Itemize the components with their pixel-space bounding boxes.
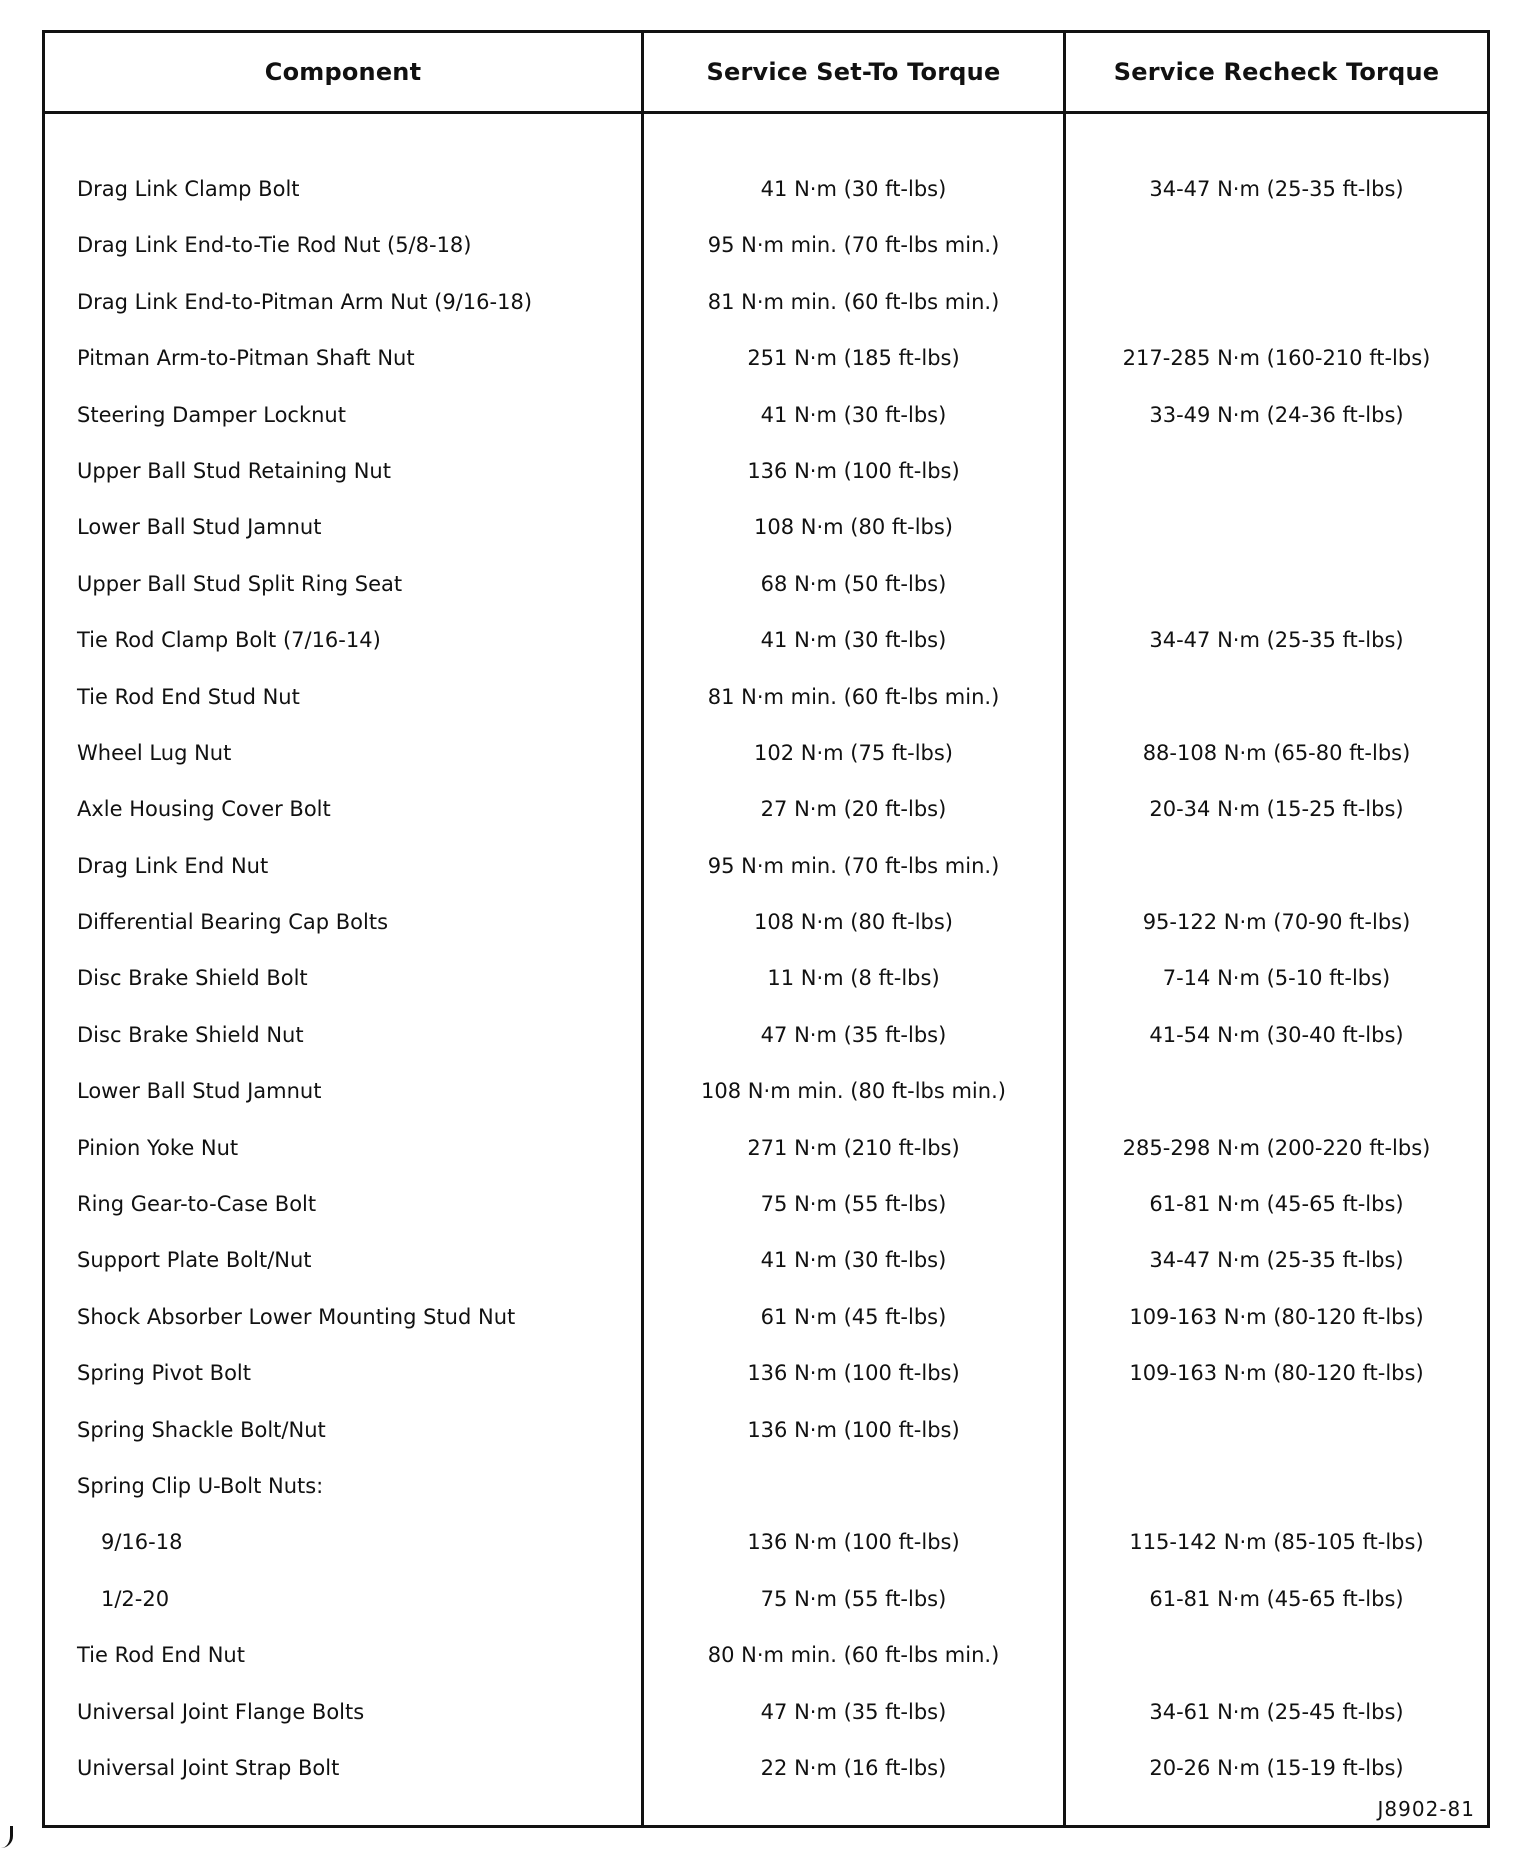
recheck-torque-value: 61-81 N·m (45-65 ft-lbs) [1149, 1192, 1404, 1217]
table-row [45, 781, 1487, 837]
recheck-torque-value: 285-298 N·m (200-220 ft-lbs) [1122, 1135, 1431, 1160]
component-name: Lower Ball Stud Jamnut [77, 515, 322, 540]
set-to-torque-value: 136 N·m (100 ft-lbs) [747, 1417, 960, 1442]
component-name: Tie Rod End Nut [77, 1643, 245, 1668]
set-to-torque-value: 95 N·m min. (70 ft-lbs min.) [707, 853, 1000, 878]
table-row [45, 1627, 1487, 1683]
component-name: Drag Link Clamp Bolt [77, 177, 300, 201]
set-to-torque-value: 75 N·m (55 ft-lbs) [760, 1586, 947, 1611]
recheck-torque-value: 109-163 N·m (80-120 ft-lbs) [1129, 1304, 1424, 1329]
table-row [45, 1063, 1487, 1119]
set-to-torque-value: 80 N·m min. (60 ft-lbs min.) [707, 1643, 1000, 1668]
set-to-torque-value: 251 N·m (185 ft-lbs) [747, 346, 960, 371]
recheck-torque-value [1066, 217, 1487, 273]
set-to-torque-value: 41 N·m (30 ft-lbs) [760, 628, 947, 653]
scan-corner-mark [0, 1826, 13, 1848]
set-to-torque-value: 136 N·m (100 ft-lbs) [747, 458, 960, 483]
table-row [45, 1232, 1487, 1288]
component-name: Disc Brake Shield Bolt [77, 966, 308, 991]
component-name: Support Plate Bolt/Nut [77, 1248, 312, 1273]
table-row [45, 1684, 1487, 1740]
header-set-to-torque: Service Set-To Torque [706, 58, 1001, 86]
set-to-torque-value: 61 N·m (45 ft-lbs) [760, 1304, 947, 1329]
recheck-torque-value [1066, 499, 1487, 555]
header-component: Component [264, 58, 422, 86]
component-name: Upper Ball Stud Retaining Nut [77, 458, 391, 483]
component-name: Drag Link End-to-Pitman Arm Nut (9/16-18) [77, 289, 533, 314]
recheck-torque-value [1066, 274, 1487, 330]
set-to-torque-value: 27 N·m (20 ft-lbs) [760, 797, 947, 822]
component-name: Wheel Lug Nut [77, 740, 232, 765]
header-recheck-torque: Service Recheck Torque [1113, 58, 1440, 86]
component-name: 9/16-18 [101, 1530, 183, 1555]
component-name: Universal Joint Flange Bolts [77, 1699, 365, 1724]
figure-reference: J8902-81 [1377, 1797, 1475, 1821]
set-to-torque-value: 41 N·m (30 ft-lbs) [760, 402, 947, 427]
component-name: Spring Clip U-Bolt Nuts: [77, 1473, 324, 1498]
recheck-torque-value [1066, 1402, 1487, 1458]
recheck-torque-value: 20-26 N·m (15-19 ft-lbs) [1149, 1755, 1404, 1780]
recheck-torque-value [1066, 556, 1487, 612]
set-to-torque-value: 22 N·m (16 ft-lbs) [760, 1755, 947, 1780]
table-row [45, 1289, 1487, 1345]
set-to-torque-value [644, 1458, 1063, 1514]
recheck-torque-value [1066, 1458, 1487, 1514]
table-row [45, 1571, 1487, 1627]
recheck-torque-value: 34-47 N·m (25-35 ft-lbs) [1149, 1248, 1404, 1273]
set-to-torque-value: 108 N·m (80 ft-lbs) [754, 910, 953, 935]
set-to-torque-value: 47 N·m (35 ft-lbs) [760, 1699, 947, 1724]
table-row [45, 1007, 1487, 1063]
recheck-torque-value: 61-81 N·m (45-65 ft-lbs) [1149, 1586, 1404, 1611]
table-row [45, 1120, 1487, 1176]
set-to-torque-value: 41 N·m (30 ft-lbs) [760, 177, 947, 201]
set-to-torque-value: 75 N·m (55 ft-lbs) [760, 1192, 947, 1217]
recheck-torque-value: 115-142 N·m (85-105 ft-lbs) [1129, 1530, 1424, 1555]
recheck-torque-value: 7-14 N·m (5-10 ft-lbs) [1162, 966, 1391, 991]
recheck-torque-value: 34-47 N·m (25-35 ft-lbs) [1149, 177, 1404, 201]
recheck-torque-value: 217-285 N·m (160-210 ft-lbs) [1122, 346, 1431, 371]
table-row [45, 443, 1487, 499]
component-name: Universal Joint Strap Bolt [77, 1755, 340, 1780]
table-row [45, 1514, 1487, 1570]
set-to-torque-value: 136 N·m (100 ft-lbs) [747, 1361, 960, 1386]
set-to-torque-value: 11 N·m (8 ft-lbs) [767, 966, 940, 991]
table-row [45, 499, 1487, 555]
set-to-torque-value: 136 N·m (100 ft-lbs) [747, 1530, 960, 1555]
component-name: Pitman Arm-to-Pitman Shaft Nut [77, 346, 415, 371]
table-row [45, 274, 1487, 330]
component-name: Drag Link End-to-Tie Rod Nut (5/8-18) [77, 233, 472, 258]
recheck-torque-value [1066, 443, 1487, 499]
set-to-torque-value: 102 N·m (75 ft-lbs) [754, 740, 953, 765]
recheck-torque-value: 41-54 N·m (30-40 ft-lbs) [1149, 1022, 1404, 1047]
component-name: Tie Rod End Stud Nut [77, 684, 300, 709]
set-to-torque-value: 271 N·m (210 ft-lbs) [747, 1135, 960, 1160]
table-row [45, 1176, 1487, 1232]
table-row [45, 838, 1487, 894]
table-row [45, 950, 1487, 1006]
recheck-torque-value [1066, 1627, 1487, 1683]
recheck-torque-value: 88-108 N·m (65-80 ft-lbs) [1142, 740, 1411, 765]
component-name: Tie Rod Clamp Bolt (7/16-14) [77, 628, 381, 653]
table-row [45, 161, 1487, 217]
component-name: Pinion Yoke Nut [77, 1135, 239, 1160]
recheck-torque-value: 34-61 N·m (25-45 ft-lbs) [1149, 1699, 1404, 1724]
recheck-torque-value [1066, 669, 1487, 725]
table-row [45, 217, 1487, 273]
table-row [45, 1402, 1487, 1458]
set-to-torque-value: 108 N·m min. (80 ft-lbs min.) [701, 1079, 1006, 1104]
recheck-torque-value: 109-163 N·m (80-120 ft-lbs) [1129, 1361, 1424, 1386]
component-name: Disc Brake Shield Nut [77, 1022, 304, 1047]
component-name: Steering Damper Locknut [77, 402, 346, 427]
component-name: 1/2-20 [101, 1586, 170, 1611]
component-name: Differential Bearing Cap Bolts [77, 910, 389, 935]
set-to-torque-value: 81 N·m min. (60 ft-lbs min.) [707, 289, 1000, 314]
header-divider [45, 111, 1487, 114]
component-name: Shock Absorber Lower Mounting Stud Nut [77, 1304, 516, 1329]
set-to-torque-value: 68 N·m (50 ft-lbs) [760, 571, 947, 596]
torque-table [42, 30, 1490, 1828]
recheck-torque-value: 34-47 N·m (25-35 ft-lbs) [1149, 628, 1404, 653]
table-row [45, 725, 1487, 781]
recheck-torque-value: 20-34 N·m (15-25 ft-lbs) [1149, 797, 1404, 822]
table-row [45, 1740, 1487, 1796]
table-row [45, 1345, 1487, 1401]
set-to-torque-value: 41 N·m (30 ft-lbs) [760, 1248, 947, 1273]
table-row [45, 330, 1487, 386]
component-name: Drag Link End Nut [77, 853, 269, 878]
recheck-torque-value [1066, 838, 1487, 894]
recheck-torque-value: 33-49 N·m (24-36 ft-lbs) [1149, 402, 1404, 427]
table-row [45, 387, 1487, 443]
table-body [45, 161, 1487, 1796]
set-to-torque-value: 47 N·m (35 ft-lbs) [760, 1022, 947, 1047]
recheck-torque-value: 95-122 N·m (70-90 ft-lbs) [1142, 910, 1411, 935]
table-row [45, 1458, 1487, 1514]
component-name: Upper Ball Stud Split Ring Seat [77, 571, 403, 596]
component-name: Ring Gear-to-Case Bolt [77, 1192, 317, 1217]
table-row [45, 612, 1487, 668]
component-name: Spring Pivot Bolt [77, 1361, 251, 1386]
recheck-torque-value [1066, 1063, 1487, 1119]
table-row [45, 556, 1487, 612]
component-name: Axle Housing Cover Bolt [77, 797, 331, 822]
set-to-torque-value: 108 N·m (80 ft-lbs) [754, 515, 953, 540]
set-to-torque-value: 95 N·m min. (70 ft-lbs min.) [707, 233, 1000, 258]
table-row [45, 894, 1487, 950]
set-to-torque-value: 81 N·m min. (60 ft-lbs min.) [707, 684, 1000, 709]
component-name: Lower Ball Stud Jamnut [77, 1079, 322, 1104]
component-name: Spring Shackle Bolt/Nut [77, 1417, 326, 1442]
table-row [45, 669, 1487, 725]
